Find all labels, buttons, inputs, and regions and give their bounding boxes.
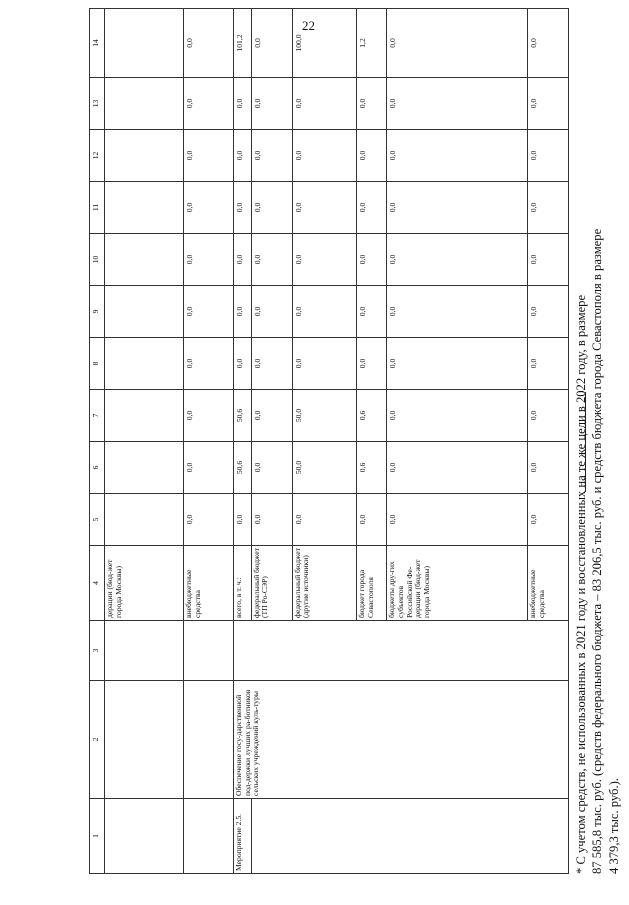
table-row bbox=[184, 9, 234, 874]
table-cell-value: 0,0 bbox=[184, 494, 234, 546]
cell-empty bbox=[105, 78, 184, 130]
header-col-7: 7 bbox=[90, 390, 105, 442]
table-cell-value: 0,0 bbox=[251, 78, 292, 130]
header-col-12: 12 bbox=[90, 130, 105, 182]
cell-empty bbox=[105, 494, 184, 546]
table-cell-value: 0,0 bbox=[251, 338, 292, 390]
table-cell-value: 0,0 bbox=[387, 9, 528, 78]
table-cell-value: 0,0 bbox=[527, 338, 568, 390]
header-col-1: 1 bbox=[90, 799, 105, 874]
table-cell-value: 50,6 bbox=[234, 442, 252, 494]
table-cell-value: 0,0 bbox=[184, 338, 234, 390]
footnote-line-1: * С учетом средств, не использованных в 2021 году и восстановленных на те же цели в 2022 году, в размере bbox=[574, 294, 588, 874]
table-cell-value: 0,0 bbox=[234, 234, 252, 286]
table-cell-value: 0,0 bbox=[184, 390, 234, 442]
table-cell-value: 0,0 bbox=[357, 494, 387, 546]
table-cell-value: 0,0 bbox=[184, 182, 234, 234]
table-cell-value: 0,0 bbox=[387, 78, 528, 130]
table-cell-value: 0,0 bbox=[251, 442, 292, 494]
table-cell-value: 0,0 bbox=[357, 286, 387, 338]
table-cell-value: 0,0 bbox=[234, 130, 252, 182]
table-cell-value: 50,0 bbox=[292, 442, 357, 494]
table-cell-value: 0,0 bbox=[234, 286, 252, 338]
row-label: бюджеты дру-гих субъектов Российской Фе-дерации (бюд-жет города Москвы) bbox=[387, 546, 528, 621]
table-cell-value: 0,0 bbox=[357, 234, 387, 286]
cell-empty bbox=[105, 390, 184, 442]
cell-empty bbox=[251, 799, 568, 874]
cell-empty bbox=[184, 621, 234, 681]
table-cell-value: 0,0 bbox=[292, 494, 357, 546]
table-cell-value: 0,6 bbox=[357, 390, 387, 442]
table-row-continuation bbox=[105, 9, 184, 874]
table-cell-value: 0,6 bbox=[357, 442, 387, 494]
measure-title: Мероприятие 2.5. bbox=[234, 799, 252, 874]
table-cell-value: 0,0 bbox=[527, 390, 568, 442]
header-col-9: 9 bbox=[90, 286, 105, 338]
table-cell-value: 0,0 bbox=[527, 9, 568, 78]
table-cell-value: 0,0 bbox=[234, 338, 252, 390]
cell-empty bbox=[105, 130, 184, 182]
header-col-3: 3 bbox=[90, 621, 105, 681]
landscape-content bbox=[89, 29, 619, 874]
table-cell-value: 0,0 bbox=[357, 338, 387, 390]
table-cell-value: 0,0 bbox=[234, 78, 252, 130]
table-cell-value: 0,0 bbox=[387, 494, 528, 546]
cell-empty bbox=[105, 681, 184, 799]
page-number: 22 bbox=[302, 18, 315, 33]
header-col-8: 8 bbox=[90, 338, 105, 390]
row-label: дерации (бюд-жет города Москвы) bbox=[105, 546, 184, 621]
table-cell-value: 0,0 bbox=[292, 286, 357, 338]
header-col-14: 14 bbox=[90, 9, 105, 78]
header-col-5: 5 bbox=[90, 494, 105, 546]
table-cell-value: 0,0 bbox=[527, 286, 568, 338]
table-cell-value: 0,0 bbox=[292, 130, 357, 182]
table-cell-value: 0,0 bbox=[292, 338, 357, 390]
table-cell-value: 0,0 bbox=[184, 286, 234, 338]
table-cell-value: 0,0 bbox=[251, 182, 292, 234]
table-cell-value: 0,0 bbox=[527, 78, 568, 130]
table-cell-value: 0,0 bbox=[251, 390, 292, 442]
table-cell-value: 0,0 bbox=[387, 286, 528, 338]
table-cell-value: 0,0 bbox=[387, 130, 528, 182]
cell-empty bbox=[105, 234, 184, 286]
table-cell-value: 0,0 bbox=[184, 130, 234, 182]
table-cell-value: 0,0 bbox=[527, 182, 568, 234]
header-col-2: 2 bbox=[90, 681, 105, 799]
cell-empty bbox=[105, 286, 184, 338]
table-cell-value: 0,0 bbox=[251, 9, 292, 78]
table-cell-value: 0,0 bbox=[387, 442, 528, 494]
table-cell-value: 0,0 bbox=[184, 9, 234, 78]
header-col-13: 13 bbox=[90, 78, 105, 130]
table-cell-value: 0,0 bbox=[527, 494, 568, 546]
cell-empty bbox=[105, 799, 184, 874]
table-cell-value: 0,0 bbox=[387, 390, 528, 442]
table-cell-value: 0,0 bbox=[357, 130, 387, 182]
cell-empty bbox=[105, 442, 184, 494]
header-col-11: 11 bbox=[90, 182, 105, 234]
footnote bbox=[573, 29, 622, 874]
table-cell-value: 0,0 bbox=[357, 182, 387, 234]
table-cell-value: 0,0 bbox=[387, 338, 528, 390]
table-cell-value: 0,0 bbox=[527, 234, 568, 286]
table-cell-value: 0,0 bbox=[251, 286, 292, 338]
budget-table bbox=[89, 8, 569, 874]
cell-empty bbox=[234, 621, 569, 681]
table-cell-value: 0,0 bbox=[184, 78, 234, 130]
row-label: федеральный бюджет (другие источники) bbox=[292, 546, 357, 621]
table-cell-value: 0,0 bbox=[251, 494, 292, 546]
cell-empty bbox=[184, 799, 234, 874]
row-label: федеральный бюджет (ТП Ро-СЭР) bbox=[251, 546, 292, 621]
table-cell-value: 100,0 bbox=[292, 9, 357, 78]
table-cell-value: 0,0 bbox=[527, 442, 568, 494]
row-label: всего, в т. ч.: bbox=[234, 546, 252, 621]
table-cell-value: 0,0 bbox=[292, 78, 357, 130]
row-label: внебюджетные средства bbox=[184, 546, 234, 621]
table-cell-value: 0,0 bbox=[292, 182, 357, 234]
cell-empty bbox=[105, 338, 184, 390]
footnote-line-3: 4 379,3 тыс. руб.). bbox=[606, 778, 621, 874]
table-cell-value: 0,0 bbox=[292, 234, 357, 286]
table-cell-value: 0,0 bbox=[251, 130, 292, 182]
table-cell-value: 0,0 bbox=[387, 234, 528, 286]
table-cell-value: 0,0 bbox=[387, 182, 528, 234]
header-col-10: 10 bbox=[90, 234, 105, 286]
table-cell-value: 0,0 bbox=[251, 234, 292, 286]
header-row bbox=[90, 9, 105, 874]
cell-empty bbox=[105, 182, 184, 234]
table-cell-value: 0,0 bbox=[184, 234, 234, 286]
cell-empty bbox=[105, 9, 184, 78]
header-col-4: 4 bbox=[90, 546, 105, 621]
table-cell-value: 0,0 bbox=[234, 494, 252, 546]
row-label: внебюджетные средства bbox=[527, 546, 568, 621]
table-row bbox=[234, 9, 252, 874]
table-cell-value: 1,2 bbox=[357, 9, 387, 78]
footnote-line-2: 87 585,8 тыс. руб. (средств федерального бюджета – 83 206,5 тыс. руб. и средств бюджета города Севастополя в размере bbox=[590, 228, 605, 874]
cell-empty bbox=[184, 681, 234, 799]
measure-description: Обеспечение госу-дарственной под-держки лучших ра-ботников сельских учреждений куль-туры bbox=[234, 681, 569, 799]
row-label: бюджет города Севастополя bbox=[357, 546, 387, 621]
table-cell-value: 50,0 bbox=[292, 390, 357, 442]
table-cell-value: 101,2 bbox=[234, 9, 252, 78]
table-cell-value: 0,0 bbox=[527, 130, 568, 182]
cell-empty bbox=[105, 621, 184, 681]
table-cell-value: 0,0 bbox=[357, 78, 387, 130]
header-col-6: 6 bbox=[90, 442, 105, 494]
table-cell-value: 0,0 bbox=[184, 442, 234, 494]
table-cell-value: 0,0 bbox=[234, 182, 252, 234]
table-cell-value: 50,6 bbox=[234, 390, 252, 442]
